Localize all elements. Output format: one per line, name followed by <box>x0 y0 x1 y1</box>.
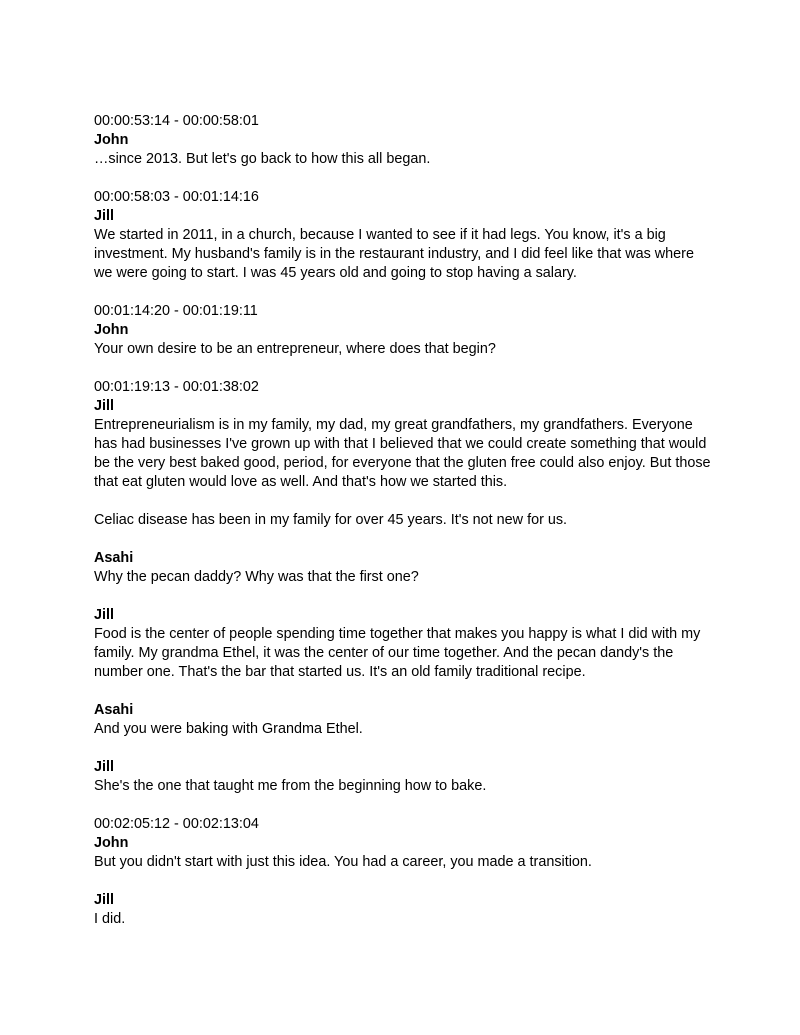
dialogue-text: …since 2013. But let's go back to how this all began. <box>94 151 431 167</box>
dialogue-text: And you were baking with Grandma Ethel. <box>94 721 363 737</box>
transcript-entry <box>94 112 714 169</box>
transcript-page <box>94 112 714 948</box>
dialogue-text: She's the one that taught me from the beginning how to bake. <box>94 778 487 794</box>
speaker-name: Jill <box>94 398 114 414</box>
dialogue-text: Food is the center of people spending time together that makes you happy is what I did with my family. My grandma Ethel, it was the center of our time together. And the pecan dandy's the number one. That's the bar that started us. It's an old family traditional recipe. <box>94 626 701 680</box>
transcript-entry <box>94 378 714 492</box>
speaker-name: Jill <box>94 892 114 908</box>
dialogue-text: Why the pecan daddy? Why was that the first one? <box>94 569 419 585</box>
dialogue-text: We started in 2011, in a church, because I wanted to see if it had legs. You know, it's a big investment. My husband's family is in the restaurant industry, and I did feel like that was where we were going to start. I was 45 years old and going to stop having a salary. <box>94 227 694 281</box>
speaker-name: Jill <box>94 759 114 775</box>
dialogue-text: But you didn't start with just this idea. You had a career, you made a transition. <box>94 854 592 870</box>
timecode: 00:01:14:20 - 00:01:19:11 <box>94 303 258 319</box>
dialogue-text: Entrepreneurialism is in my family, my dad, my great grandfathers, my grandfathers. Everyone has had businesses I've grown up with that I believed that we could create something that would be the very best baked good, period, for everyone that the gluten free could also enjoy. But those that eat gluten would love as well. And that's how we started this. <box>94 417 711 490</box>
transcript-entry <box>94 302 714 359</box>
speaker-name: John <box>94 835 129 851</box>
speaker-name: Asahi <box>94 550 134 566</box>
speaker-name: Jill <box>94 607 114 623</box>
speaker-name: Asahi <box>94 702 134 718</box>
transcript-entry-continued <box>94 511 714 530</box>
timecode: 00:02:05:12 - 00:02:13:04 <box>94 816 259 832</box>
transcript-entry <box>94 815 714 872</box>
speaker-name: Jill <box>94 208 114 224</box>
transcript-entry <box>94 606 714 682</box>
transcript-entry <box>94 758 714 796</box>
transcript-entry <box>94 701 714 739</box>
speaker-name: John <box>94 132 129 148</box>
transcript-entry <box>94 891 714 929</box>
timecode: 00:00:58:03 - 00:01:14:16 <box>94 189 259 205</box>
speaker-name: John <box>94 322 129 338</box>
timecode: 00:01:19:13 - 00:01:38:02 <box>94 379 259 395</box>
dialogue-text: I did. <box>94 911 126 927</box>
dialogue-text: Your own desire to be an entrepreneur, where does that begin? <box>94 341 496 357</box>
dialogue-text: Celiac disease has been in my family for over 45 years. It's not new for us. <box>94 512 568 528</box>
transcript-entry <box>94 188 714 283</box>
timecode: 00:00:53:14 - 00:00:58:01 <box>94 113 259 129</box>
transcript-entry <box>94 549 714 587</box>
